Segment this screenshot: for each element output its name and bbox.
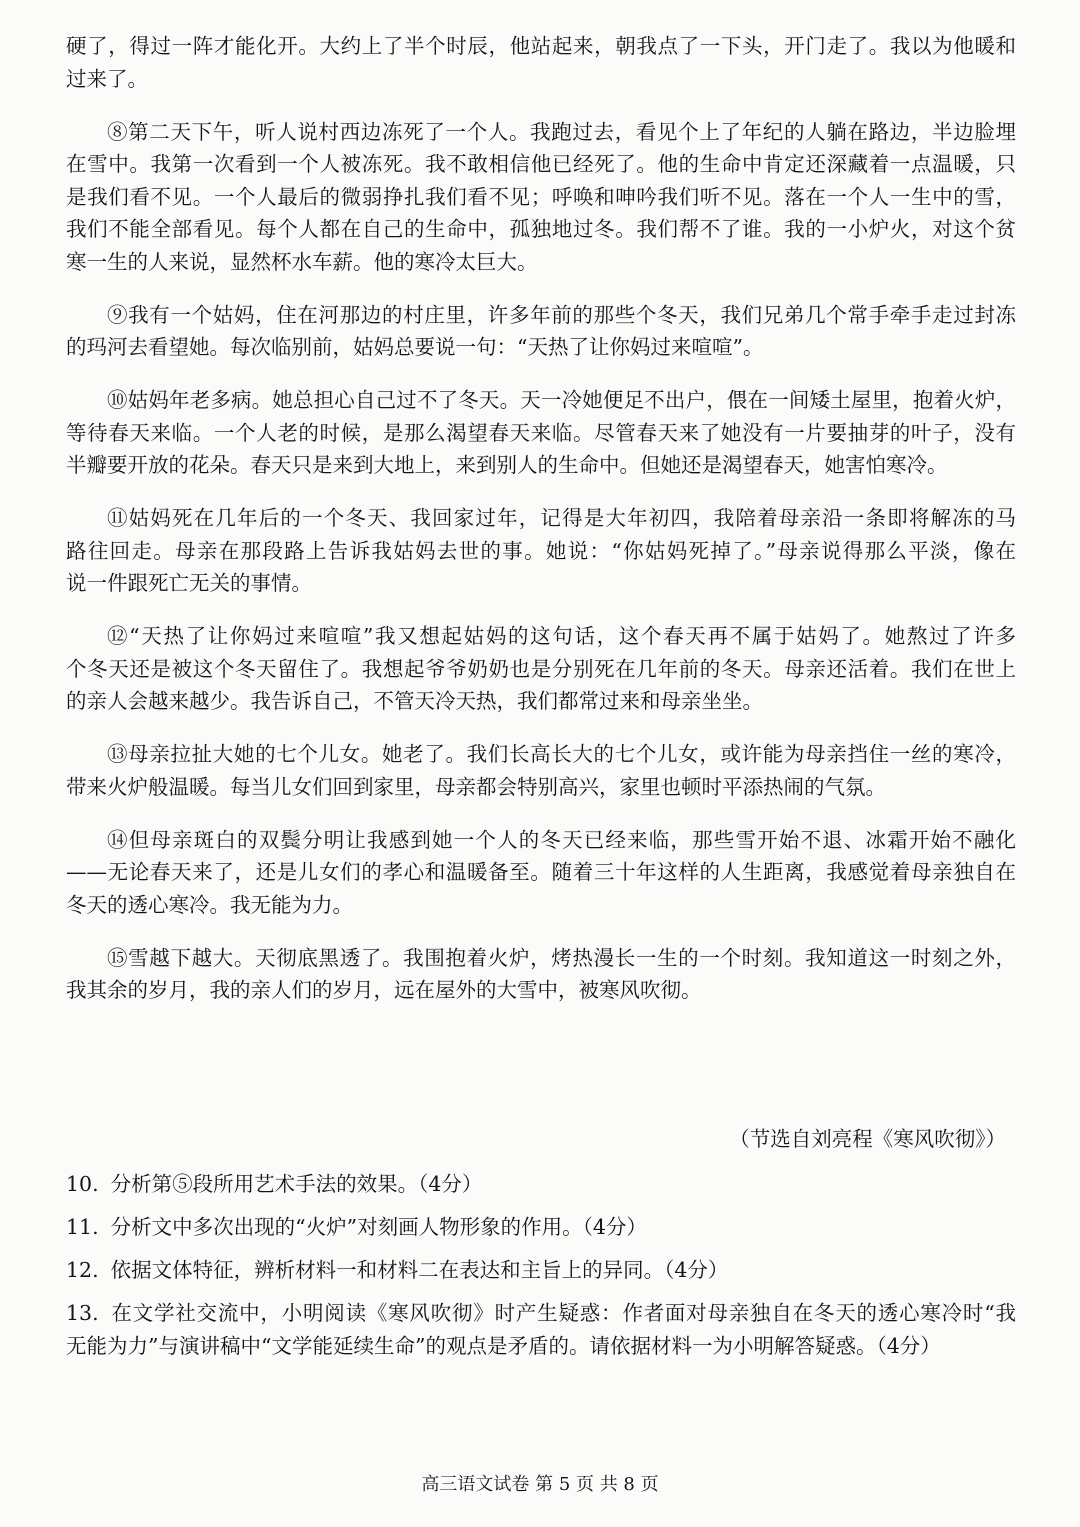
text-line: 等待春天来临。一个人老的时候，是那么渴望春天来临。尽管春天来了她没有一片要抽芽的叶子，没有 (66, 420, 1016, 445)
text-line: ⑧第二天下午，听人说村西边冻死了一个人。我跑过去，看见个上了年纪的人躺在路边，半边脸埋 (107, 119, 1016, 144)
text-line: 我们不能全部看见。每个人都在自己的生命中，孤独地过冬。我们帮不了谁。我的一小炉火，对这个贫 (66, 217, 1016, 241)
text-line: 过来了。 (66, 66, 148, 91)
question-11 (66, 1211, 1016, 1244)
question-text: 分析文中多次出现的“火炉”对刻画人物形象的作用。（4分） (110, 1215, 647, 1239)
paragraph-8 (66, 116, 1016, 279)
question-number: 10. (66, 1172, 99, 1196)
paragraph-12 (66, 620, 1016, 718)
text-line: 的玛河去看望她。每次临别前，姑妈总要说一句：“天热了让你妈过来喧喧”。 (66, 335, 764, 359)
paragraph-11 (66, 502, 1016, 600)
question-12 (66, 1254, 1016, 1287)
text-line: 在雪中。我第一次看到一个人被冻死。我不敢相信他已经死了。他的生命中肯定还深藏着一点温暖，只 (66, 152, 1016, 176)
question-list (66, 1168, 1016, 1362)
text-line: ⑮雪越下越大。天彻底黑透了。我围抱着火炉，烤热漫长一生的一个时刻。我知道这一时刻之外， (107, 945, 1016, 970)
text-line: 我其余的岁月，我的亲人们的岁月，远在屋外的大雪中，被寒风吹彻。 (66, 978, 702, 1002)
text-line: 说一件跟死亡无关的事情。 (66, 571, 312, 595)
question-line (66, 1168, 1016, 1201)
text-line: 冬天的透心寒冷。我无能为力。 (66, 892, 353, 917)
question-line (66, 1254, 1016, 1287)
paragraph-9 (66, 299, 1016, 364)
text-line: ⑬母亲拉扯大她的七个儿女。她老了。我们长高长大的七个儿女，或许能为母亲挡住一丝的寒冷， (107, 742, 1016, 766)
question-text: 依据文体特征，辨析材料一和材料二在表达和主旨上的异同。（4分） (110, 1258, 729, 1282)
text-line: ⑩姑妈年老多病。她总担心自己过不了冬天。天一冷她便足不出户，偎在一间矮土屋里，抱着火炉， (107, 388, 1016, 412)
question-line (66, 1211, 1016, 1244)
reading-passage (66, 30, 1016, 1007)
text-line: 的亲人会越来越少。我告诉自己，不管天冷天热，我们都常过来和母亲坐坐。 (66, 689, 763, 713)
text-line: 个冬天还是被这个冬天留住了。我想起爷爷奶奶也是分别死在几年前的冬天。母亲还活着。我们在世上 (66, 656, 1016, 681)
question-line (66, 1297, 1016, 1330)
question-line: 无能为力”与演讲稿中“文学能延续生命”的观点是矛盾的。请依据材料一为小明解答疑惑。（4分） (66, 1333, 941, 1358)
text-line: ⑪姑妈死在几年后的一个冬天、我回家过年，记得是大年初四，我陪着母亲沿一条即将解冻的马 (107, 506, 1016, 530)
text-line: 寒一生的人来说，显然杯水车薪。他的寒冷太巨大。 (66, 249, 538, 274)
text-line: 硬了，得过一阵才能化开。大约上了半个时辰，他站起来，朝我点了一下头，开门走了。我以为他暖和 (66, 34, 1016, 58)
text-line: 是我们看不见。一个人最后的微弱挣扎我们看不见；呼唤和呻吟我们听不见。落在一个人一生中的雪， (66, 184, 1016, 209)
page-footer: 高三语文试卷 第 5 页 共 8 页 (421, 1474, 659, 1495)
text-line: ⑫“天热了让你妈过来喧喧”我又想起姑妈的这句话，这个春天再不属于姑妈了。她熬过了许多 (107, 624, 1016, 648)
paragraph-10 (66, 384, 1016, 482)
text-line: ——无论春天来了，还是儿女们的孝心和温暖备至。随着三十年这样的人生距离，我感觉着母亲独自在 (66, 860, 1016, 884)
text-line: ⑨我有一个姑妈，住在河那边的村庄里，许多年前的那些个冬天，我们兄弟几个常手牵手走过封冻 (107, 302, 1016, 327)
source-citation: （节选自刘亮程《寒风吹彻》） (729, 1127, 1006, 1151)
paragraph-14 (66, 824, 1016, 922)
text-line: ⑭但母亲斑白的双鬓分明让我感到她一个人的冬天已经来临，那些雪开始不退、冰霜开始不融化 (107, 827, 1016, 852)
text-line: 路往回走。母亲在那段路上告诉我姑妈去世的事。她说：“你姑妈死掉了。”母亲说得那么平淡，像在 (66, 538, 1016, 563)
text-line: 带来火炉般温暖。每当儿女们回到家里，母亲都会特别高兴，家里也顿时平添热闹的气氛。 (66, 774, 886, 799)
question-10 (66, 1168, 1016, 1201)
paragraph-15 (66, 942, 1016, 1007)
question-number: 13. (66, 1301, 99, 1325)
question-text: 在文学社交流中，小明阅读《寒风吹彻》时产生疑惑：作者面对母亲独自在冬天的透心寒冷时“我 (110, 1301, 1016, 1325)
question-13 (66, 1297, 1016, 1362)
question-text: 分析第⑤段所用艺术手法的效果。（4分） (110, 1172, 483, 1196)
paragraph-7-tail (66, 30, 1016, 95)
paragraph-13 (66, 738, 1016, 803)
question-number: 11. (66, 1215, 99, 1239)
text-line: 半瓣要开放的花朵。春天只是来到大地上，来到别人的生命中。但她还是渴望春天，她害怕寒冷。 (66, 453, 948, 477)
question-number: 12. (66, 1258, 99, 1282)
